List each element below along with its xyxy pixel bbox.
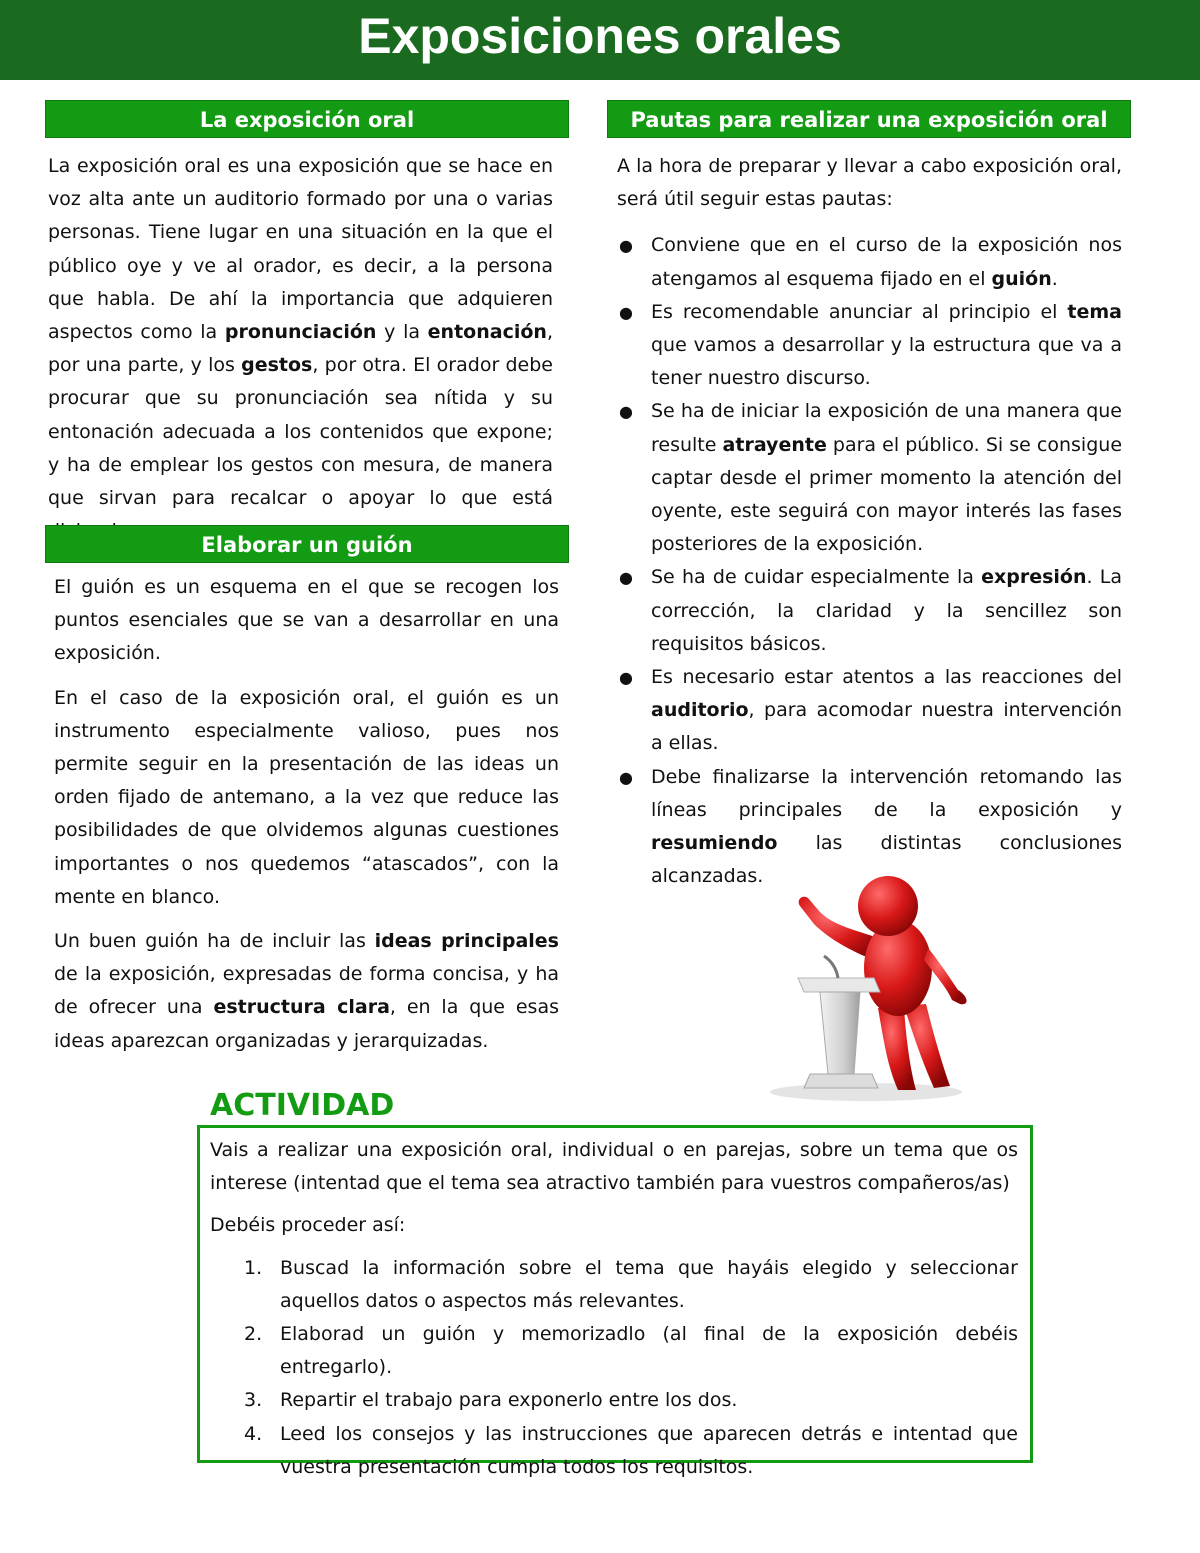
activity-box <box>197 1125 1033 1478</box>
guion-paragraph-1: El guión es un esquema en el que se recogen los puntos esenciales que se van a desarrollar en una exposición. <box>54 576 559 665</box>
list-item: 2. Elaborad un guión y memorizadlo (al final de la exposición debéis entregarlo). <box>244 1323 1018 1379</box>
podium-top <box>798 978 880 992</box>
activity-steps <box>210 1252 1018 1484</box>
pautas-text <box>617 150 1122 893</box>
section-heading-guion: Elaborar un guión <box>45 525 569 563</box>
bullet-icon: ● <box>619 568 633 588</box>
pautas-intro: A la hora de preparar y llevar a cabo exposición oral, será útil seguir estas pautas: <box>617 155 1122 211</box>
list-item: ● Es necesario estar atentos a las reacciones del auditorio, para acomodar nuestra intervención a ellas. <box>617 661 1122 761</box>
guion-text <box>54 571 559 1058</box>
pautas-list <box>617 229 1122 893</box>
podium-base <box>804 1074 878 1088</box>
list-item: 1. Buscad la información sobre el tema que hayáis elegido y seleccionar aquellos datos o aspectos más relevantes. <box>244 1256 1018 1312</box>
figure-head <box>858 876 918 936</box>
speaker-illustration <box>738 868 986 1104</box>
section-heading-pautas: Pautas para realizar una exposición oral <box>607 100 1131 138</box>
page-title: Exposiciones orales <box>358 8 842 64</box>
guion-paragraph-2: En el caso de la exposición oral, el guión es un instrumento especialmente valioso, pues nos permite seguir en la presentación de las ideas un orden fijado de antemano, a la vez que reduce las posibilidades de que olvidemos algunas cuestiones importantes o nos quedemos “atascados”, con la mente en blanco. <box>54 686 559 908</box>
section-heading-oral: La exposición oral <box>45 100 569 138</box>
list-item: ● Debe finalizarse la intervención retomando las líneas principales de la exposición y resumiendo las distintas conclusiones alcanzadas. <box>617 761 1122 894</box>
bullet-icon: ● <box>619 402 633 422</box>
podium-stand <box>820 992 860 1074</box>
list-item: ● Es recomendable anunciar al principio el tema que vamos a desarrollar y la estructura que va a tener nuestro discurso. <box>617 296 1122 396</box>
list-item: 4. Leed los consejos y las instrucciones que aparecen detrás e intentad que vuestra presentación cumpla todos los requisitos. <box>244 1422 1018 1478</box>
bullet-icon: ● <box>619 767 633 787</box>
activity-paragraph-1: Vais a realizar una exposición oral, individual o en parejas, sobre un tema que os interese (intentad que el tema sea atractivo también para vuestros compañeros/as) <box>210 1139 1018 1195</box>
guion-paragraph-3: Un buen guión ha de incluir las ideas principales de la exposición, expresadas de forma concisa, y ha de ofrecer una estructura clara, en la que esas ideas aparezcan organizadas y jerarquizadas. <box>54 930 559 1052</box>
microphone <box>824 956 838 978</box>
figure-body <box>864 920 932 1016</box>
bullet-icon: ● <box>619 668 633 688</box>
list-item: ● Conviene que en el curso de la exposición nos atengamos al esquema fijado en el guión. <box>617 229 1122 295</box>
list-item: ● Se ha de cuidar especialmente la expresión. La corrección, la claridad y la sencillez son requisitos básicos. <box>617 561 1122 661</box>
term-gestos: gestos <box>241 354 313 377</box>
term-entonacion: entonación <box>427 321 547 344</box>
bullet-icon: ● <box>619 236 633 256</box>
oral-paragraph: La exposición oral es una exposición que se hace en voz alta ante un auditorio formado por una o varias personas. Tiene lugar en una situación en la que el público oye y ve al orador, es decir, a la persona que habla. De ahí la importancia que adquieren aspectos como la pronunciación y la entonación, por una parte, y los gestos, por otra. El orador debe procurar que su pronunciación sea nítida y su entonación adecuada a los contenidos que expone; y ha de emplear los gestos con mesura, de manera que sirvan para recalcar o apoyar lo que está <box>48 155 553 510</box>
activity-paragraph-2: Debéis proceder así: <box>210 1214 406 1237</box>
list-item: 3. Repartir el trabajo para exponerlo entre los dos. <box>244 1389 738 1412</box>
bullet-icon: ● <box>619 302 633 322</box>
term-pronunciacion: pronunciación <box>224 321 377 344</box>
title-bar <box>0 0 1200 80</box>
list-item: ● Se ha de iniciar la exposición de una manera que resulte atrayente para el público. Si se consigue captar desde el primer momento la atención del oyente, este seguirá con mayor interés las fases posteriores de la exposición. <box>617 395 1122 561</box>
activity-heading: ACTIVIDAD <box>210 1088 395 1123</box>
